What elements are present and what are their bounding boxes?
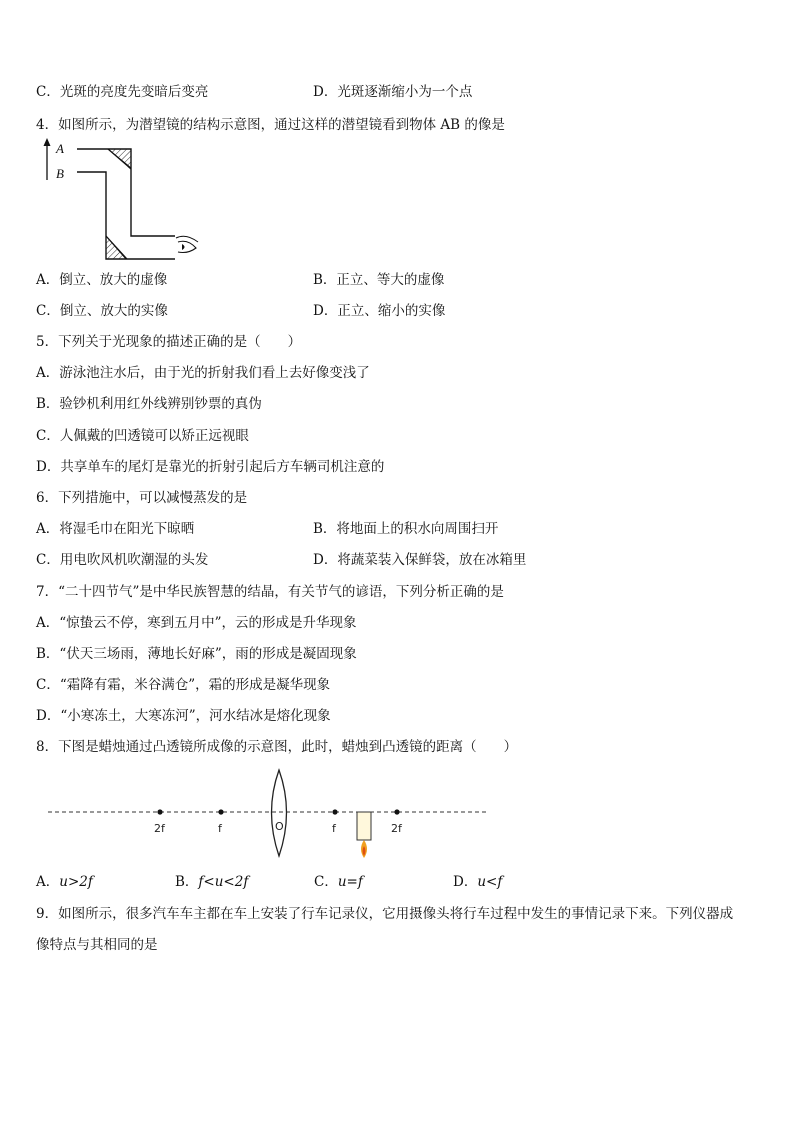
q4-option-a: A．倒立、放大的虚像 xyxy=(36,272,168,288)
candle-body xyxy=(357,812,371,840)
label-left-2f: 2f xyxy=(154,822,165,835)
q5-option-a: A．游泳池注水后，由于光的折射我们看上去好像变浅了 xyxy=(36,365,370,381)
q7-option-b: B．“伏天三场雨，薄地长好麻”，雨的形成是凝固现象 xyxy=(36,646,357,662)
label-left-f: f xyxy=(218,822,222,835)
q5-option-b: B．验钞机利用红外线辨别钞票的真伪 xyxy=(36,396,262,412)
left-2f-point xyxy=(157,809,162,814)
left-f-point xyxy=(218,809,223,814)
q8-option-a: A．u>2f xyxy=(36,874,93,890)
q3-option-c: C．光斑的亮度先变暗后变亮 xyxy=(36,84,209,100)
q4-stem: 4．如图所示，为潜望镜的结构示意图，通过这样的潜望镜看到物体 AB 的像是 xyxy=(36,117,505,133)
q9-stem-line2: 像特点与其相同的是 xyxy=(36,937,158,953)
label-right-2f: 2f xyxy=(391,822,402,835)
label-center-o: O xyxy=(275,820,284,833)
periscope-inner-wall xyxy=(77,172,175,259)
q6-option-b: B．将地面上的积水向周围扫开 xyxy=(313,521,499,537)
q8-option-b: B．f<u<2f xyxy=(175,874,249,890)
q4-option-c: C．倒立、放大的实像 xyxy=(36,303,168,319)
q6-option-a: A．将湿毛巾在阳光下晾晒 xyxy=(36,521,195,537)
right-2f-point xyxy=(394,809,399,814)
q7-stem: 7．“二十四节气”是中华民族智慧的结晶，有关节气的谚语，下列分析正确的是 xyxy=(36,584,504,600)
q4-option-b: B．正立、等大的虚像 xyxy=(313,272,445,288)
q6-option-c: C．用电吹风机吹潮湿的头发 xyxy=(36,552,209,568)
q8-option-d: D．u<f xyxy=(453,874,503,890)
convex-lens xyxy=(272,770,287,856)
q6-option-d: D．将蔬菜装入保鲜袋，放在冰箱里 xyxy=(313,552,527,568)
arrow-head xyxy=(44,138,51,146)
q7-option-a: A．“惊蛰云不停，寒到五月中”，云的形成是升华现象 xyxy=(36,615,357,631)
q9-stem-line1: 9．如图所示，很多汽车车主都在车上安装了行车记录仪，它用摄像头将行车过程中发生的事情记录下来。下列仪器成 xyxy=(36,906,734,922)
q5-stem: 5．下列关于光现象的描述正确的是（ ） xyxy=(36,334,302,350)
label-b: B xyxy=(56,166,64,181)
q5-option-d: D．共享单车的尾灯是靠光的折射引起后方车辆司机注意的 xyxy=(36,459,385,475)
convex-lens-diagram xyxy=(48,766,488,864)
q8-option-c: C．u=f xyxy=(314,874,363,890)
periscope-diagram xyxy=(30,138,210,263)
q4-option-d: D．正立、缩小的实像 xyxy=(313,303,446,319)
q3-option-d: D．光斑逐渐缩小为一个点 xyxy=(313,84,473,100)
label-right-f: f xyxy=(332,822,336,835)
q8-stem: 8．下图是蜡烛通过凸透镜所成像的示意图，此时，蜡烛到凸透镜的距离（ ） xyxy=(36,739,518,755)
q5-option-c: C．人佩戴的凹透镜可以矫正远视眼 xyxy=(36,428,249,444)
q7-option-d: D．“小寒冻土，大寒冻河”，河水结冰是熔化现象 xyxy=(36,708,331,724)
q6-stem: 6．下列措施中，可以减慢蒸发的是 xyxy=(36,490,248,506)
right-f-point xyxy=(332,809,337,814)
label-a: A xyxy=(56,141,64,156)
eye-icon xyxy=(176,236,198,252)
q7-option-c: C．“霜降有霜，米谷满仓”，霜的形成是凝华现象 xyxy=(36,677,331,693)
